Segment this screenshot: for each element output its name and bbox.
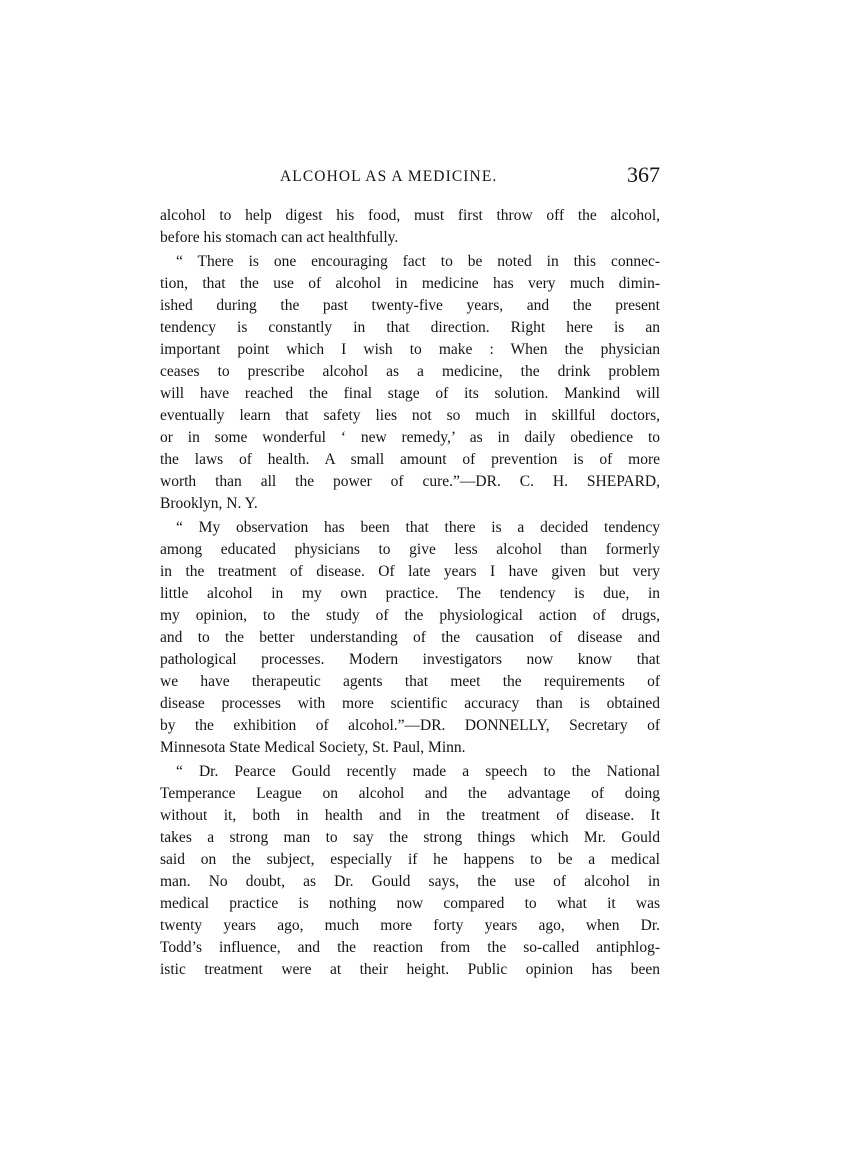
text-line: man. No doubt, as Dr. Gould says, the use of alcohol in	[160, 873, 660, 890]
text-line: “ My observation has been that there is a decided tendency	[176, 519, 660, 536]
text-line: twenty years ago, much more forty years ago, when Dr.	[160, 917, 660, 934]
text-line: the laws of health. A small amount of prevention is of more	[160, 451, 660, 468]
page-number: 367	[627, 162, 660, 187]
text-line: tendency is constantly in that direction. Right here is an	[160, 319, 660, 336]
text-line: ished during the past twenty-five years, and the present	[160, 297, 660, 314]
text-line: Minnesota State Medical Society, St. Paul, Minn.	[160, 739, 466, 756]
running-head: ALCOHOL AS A MEDICINE.	[280, 168, 498, 185]
text-line: worth than all the power of cure.”—DR. C. H. SHEPARD,	[160, 473, 660, 490]
text-line: little alcohol in my own practice. The tendency is due, in	[160, 585, 660, 602]
text-line: Todd’s influence, and the reaction from the so-called antiphlog-	[160, 939, 660, 956]
text-line: takes a strong man to say the strong things which Mr. Gould	[160, 829, 660, 846]
text-line: tion, that the use of alcohol in medicine has very much dimin-	[160, 275, 660, 292]
text-line: medical practice is nothing now compared to what it was	[160, 895, 660, 912]
text-line: and to the better understanding of the causation of disease and	[160, 629, 660, 646]
text-line: my opinion, to the study of the physiological action of drugs,	[160, 607, 660, 624]
text-line: said on the subject, especially if he happens to be a medical	[160, 851, 660, 868]
text-line: Temperance League on alcohol and the advantage of doing	[160, 785, 660, 802]
paragraph-3	[160, 517, 660, 759]
text-line: ceases to prescribe alcohol as a medicine, the drink problem	[160, 363, 660, 380]
paragraph-1	[160, 205, 660, 249]
text-line: istic treatment were at their height. Public opinion has been	[160, 961, 660, 978]
text-line: Brooklyn, N. Y.	[160, 495, 258, 512]
text-line: alcohol to help digest his food, must first throw off the alcohol,	[160, 207, 660, 224]
text-line: before his stomach can act healthfully.	[160, 229, 399, 246]
text-line: pathological processes. Modern investigators now know that	[160, 651, 660, 668]
text-line: by the exhibition of alcohol.”—DR. DONNELLY, Secretary of	[160, 717, 660, 734]
text-line: “ Dr. Pearce Gould recently made a speech to the National	[176, 763, 660, 780]
text-line: we have therapeutic agents that meet the requirements of	[160, 673, 660, 690]
text-line: or in some wonderful ‘ new remedy,’ as in daily obedience to	[160, 429, 660, 446]
text-line: eventually learn that safety lies not so much in skillful doctors,	[160, 407, 660, 424]
paragraph-4	[160, 761, 660, 981]
text-line: disease processes with more scientific accuracy than is obtained	[160, 695, 660, 712]
text-line: in the treatment of disease. Of late years I have given but very	[160, 563, 660, 580]
body-text	[160, 205, 660, 981]
text-line: among educated physicians to give less alcohol than formerly	[160, 541, 660, 558]
text-line: without it, both in health and in the treatment of disease. It	[160, 807, 660, 824]
text-line: will have reached the final stage of its solution. Mankind will	[160, 385, 660, 402]
text-line: important point which I wish to make : When the physician	[160, 341, 660, 358]
page-header	[160, 162, 660, 192]
text-line: “ There is one encouraging fact to be noted in this connec-	[176, 253, 660, 270]
paragraph-2	[160, 251, 660, 515]
